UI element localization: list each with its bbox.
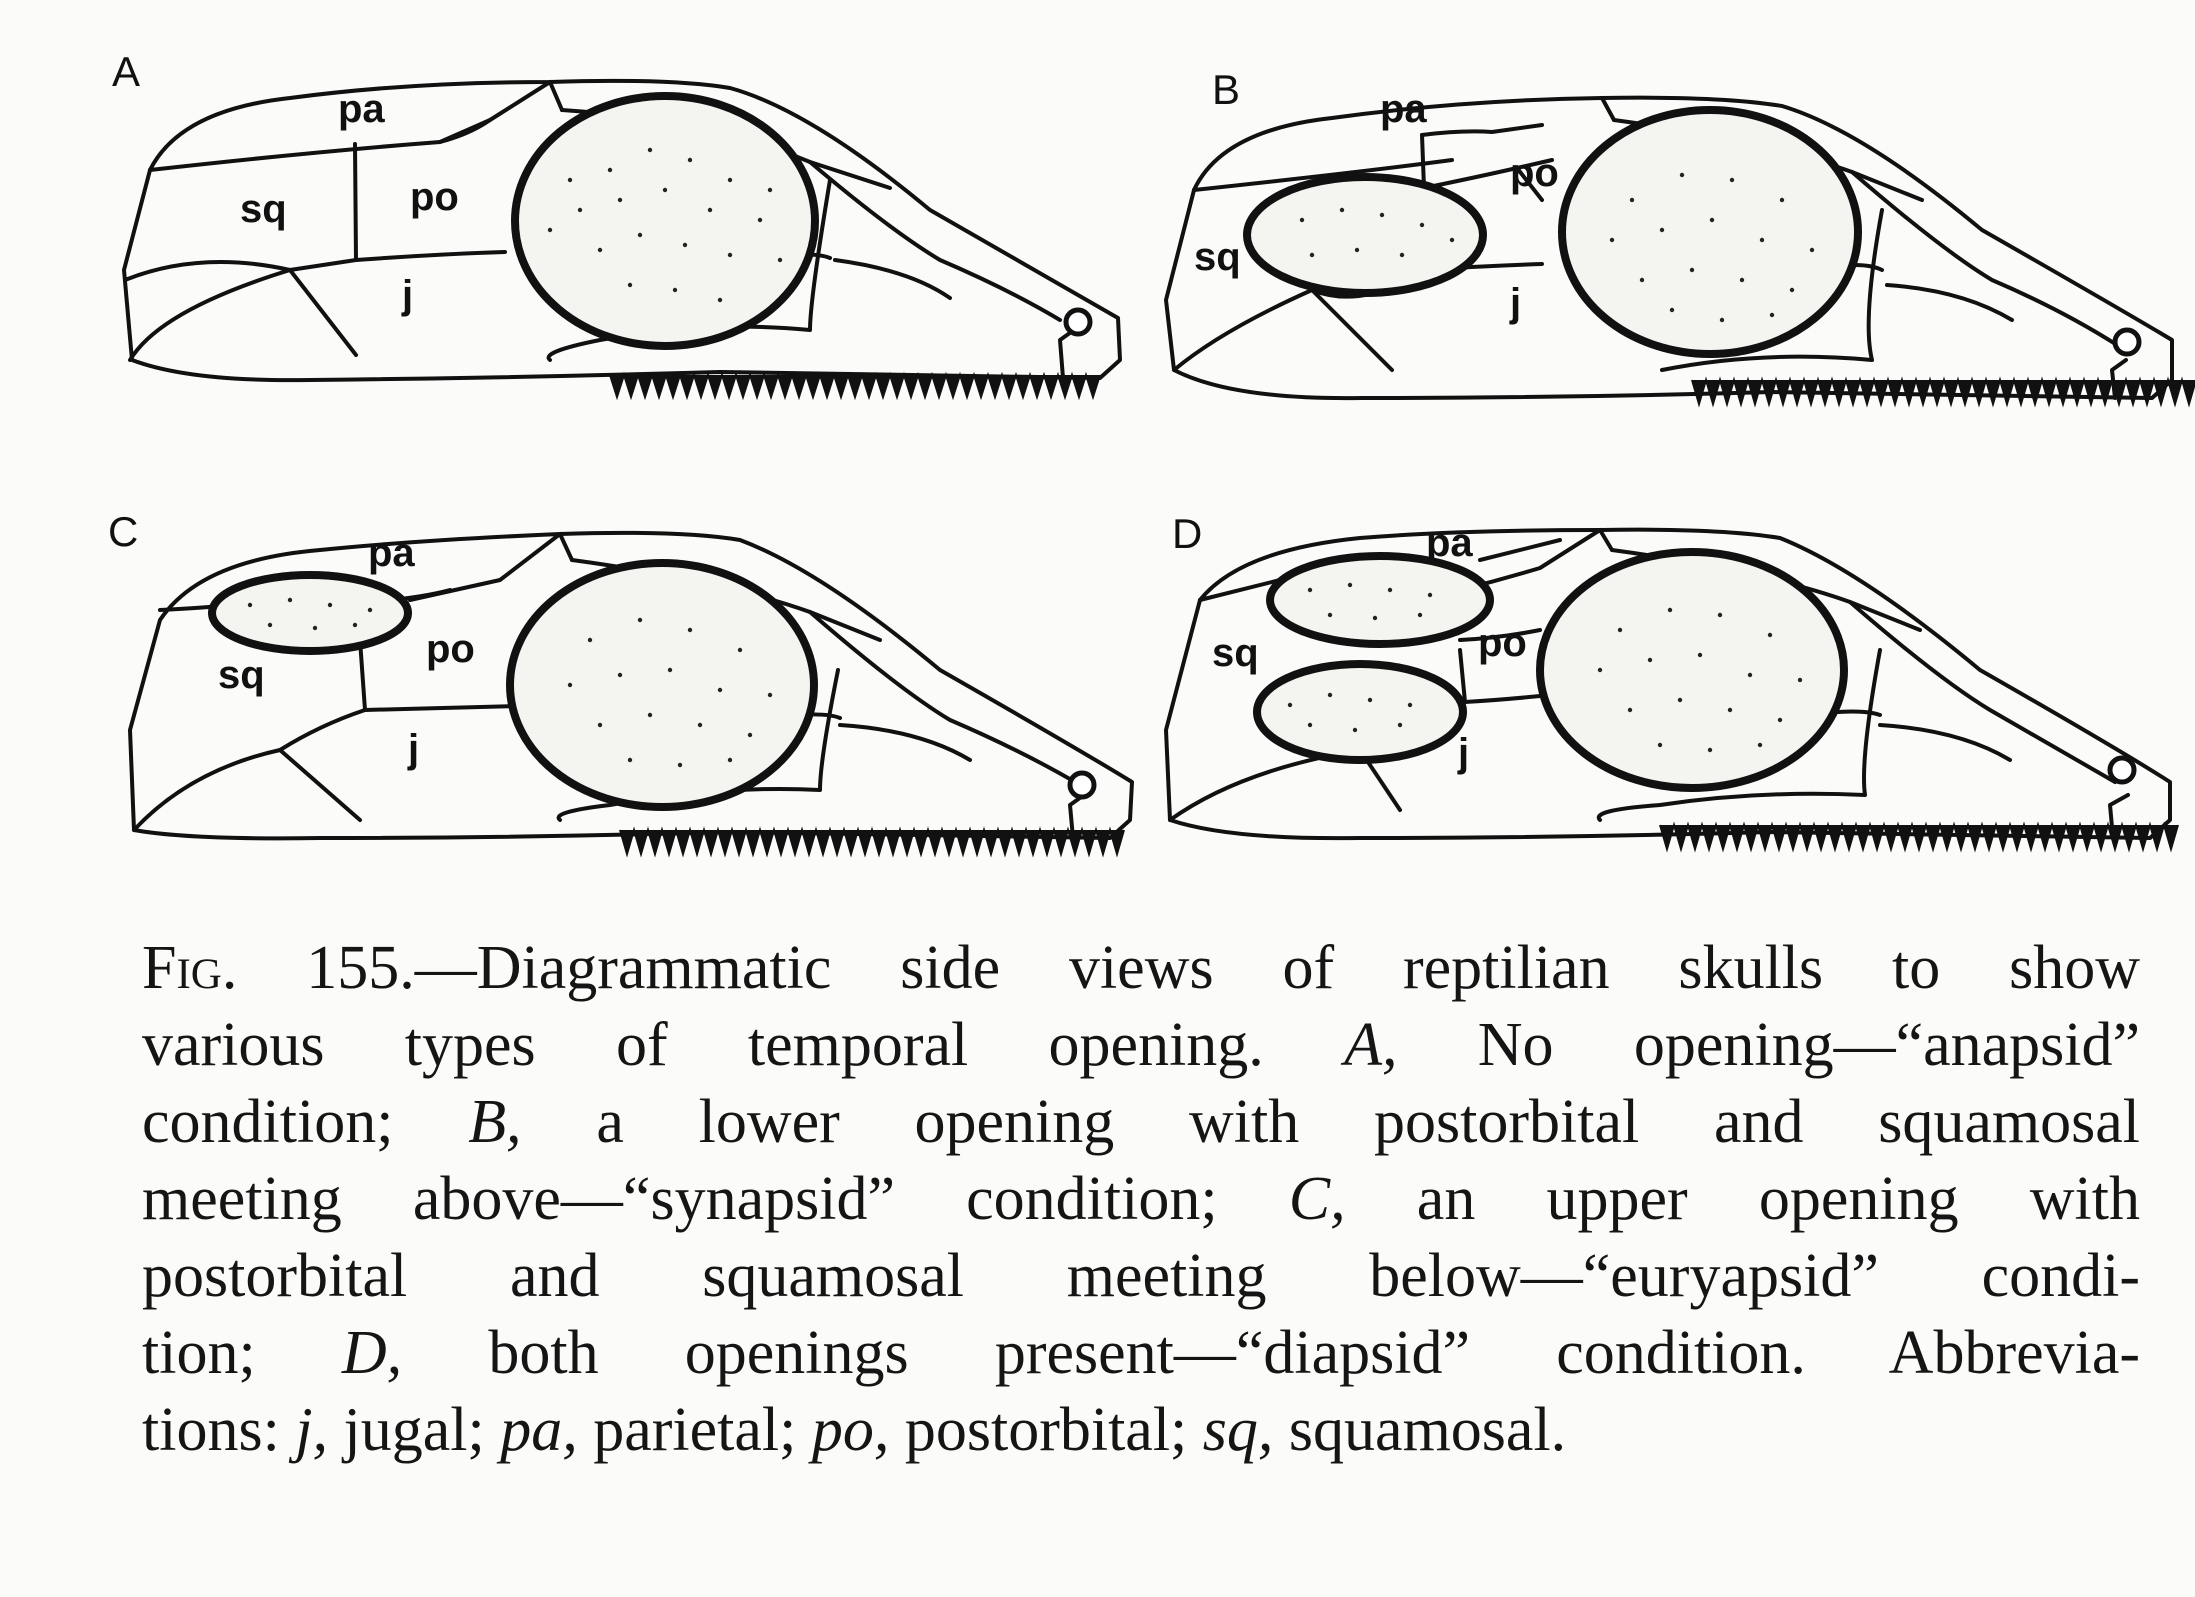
- label-pa: pa: [368, 531, 415, 575]
- caption-text: meeting above—“synapsid” condition;: [142, 1165, 1289, 1233]
- caption-ref-c: C,: [1288, 1165, 1346, 1233]
- label-sq: sq: [1194, 235, 1241, 279]
- label-j: j: [408, 727, 420, 771]
- caption-text: a lower opening with postorbital and squamosal: [521, 1088, 2140, 1156]
- panel-letter-b: B: [1212, 66, 1241, 113]
- caption-text: tions:: [142, 1396, 296, 1464]
- caption-line-1: [142, 930, 2140, 1007]
- teeth-row: [610, 375, 1100, 397]
- caption-text: postorbital and squamosal meeting below—“euryapsid” condi-: [142, 1242, 2140, 1310]
- abbr-sq: sq,: [1202, 1396, 1274, 1464]
- caption-text: postorbital;: [889, 1396, 1203, 1464]
- lower-temporal-opening: [1257, 664, 1463, 760]
- caption-line-2: [142, 1007, 2140, 1084]
- label-po: po: [426, 627, 475, 671]
- caption-text: both openings present—“diapsid” condition. Abbrevia-: [402, 1319, 2140, 1387]
- panel-letter-c: C: [108, 508, 139, 555]
- caption-ref-d: D,: [341, 1319, 403, 1387]
- label-j: j: [1510, 281, 1522, 325]
- upper-temporal-opening: [212, 575, 408, 651]
- caption-text: various types of temporal opening.: [142, 1011, 1345, 1079]
- label-sq: sq: [218, 653, 265, 697]
- orbit-opening: [510, 563, 814, 807]
- skull-diagram-synapsid: [1162, 80, 2192, 440]
- abbr-pa: pa,: [500, 1396, 578, 1464]
- caption-text: parietal;: [577, 1396, 812, 1464]
- skull-diagram-euryapsid: [120, 520, 1150, 880]
- caption-ref-b: B,: [468, 1088, 522, 1156]
- caption-line-7: [142, 1392, 2140, 1469]
- fig-label: Fig.: [142, 934, 238, 1002]
- caption-line-4: [142, 1161, 2140, 1238]
- figure-caption: [142, 930, 2140, 1469]
- orbit-opening: [515, 96, 815, 346]
- label-sq: sq: [1212, 631, 1259, 675]
- fig-number: 155.: [306, 934, 415, 1002]
- nostril: [2115, 330, 2139, 354]
- caption-line-6: [142, 1315, 2140, 1392]
- nostril: [2110, 758, 2134, 782]
- label-po: po: [1478, 621, 1527, 665]
- label-po: po: [410, 175, 459, 219]
- caption-line-3: [142, 1084, 2140, 1161]
- skull-diagram-diapsid: [1160, 520, 2190, 880]
- label-po: po: [1510, 151, 1559, 195]
- caption-ref-a: A,: [1344, 1011, 1398, 1079]
- abbr-j: j,: [295, 1396, 329, 1464]
- caption-text: —Diagrammatic side views of reptilian skulls to show: [414, 934, 2140, 1002]
- lower-temporal-opening: [1247, 177, 1483, 293]
- teeth-row: [1692, 380, 2195, 404]
- label-pa: pa: [338, 87, 385, 131]
- nostril: [1066, 310, 1090, 334]
- label-j: j: [402, 273, 414, 317]
- orbit-opening: [1562, 110, 1858, 354]
- caption-text: jugal;: [328, 1396, 501, 1464]
- skull-diagram-anapsid: [110, 60, 1140, 420]
- nostril: [1070, 773, 1094, 797]
- teeth-row: [1660, 825, 2178, 849]
- panel-letter-d: D: [1172, 510, 1203, 557]
- abbr-po: po,: [811, 1396, 890, 1464]
- caption-text: tion;: [142, 1319, 342, 1387]
- caption-line-5: [142, 1238, 2140, 1315]
- caption-text: condition;: [142, 1088, 469, 1156]
- caption-text: an upper opening with: [1345, 1165, 2141, 1233]
- upper-temporal-opening: [1270, 556, 1490, 644]
- label-j: j: [1458, 731, 1470, 775]
- panel-letter-a: A: [112, 48, 141, 95]
- caption-text: squamosal.: [1273, 1396, 1567, 1464]
- caption-text: No opening—“anapsid”: [1397, 1011, 2140, 1079]
- orbit-opening: [1540, 552, 1844, 788]
- label-pa: pa: [1426, 521, 1473, 565]
- label-sq: sq: [240, 187, 287, 231]
- label-pa: pa: [1380, 87, 1427, 131]
